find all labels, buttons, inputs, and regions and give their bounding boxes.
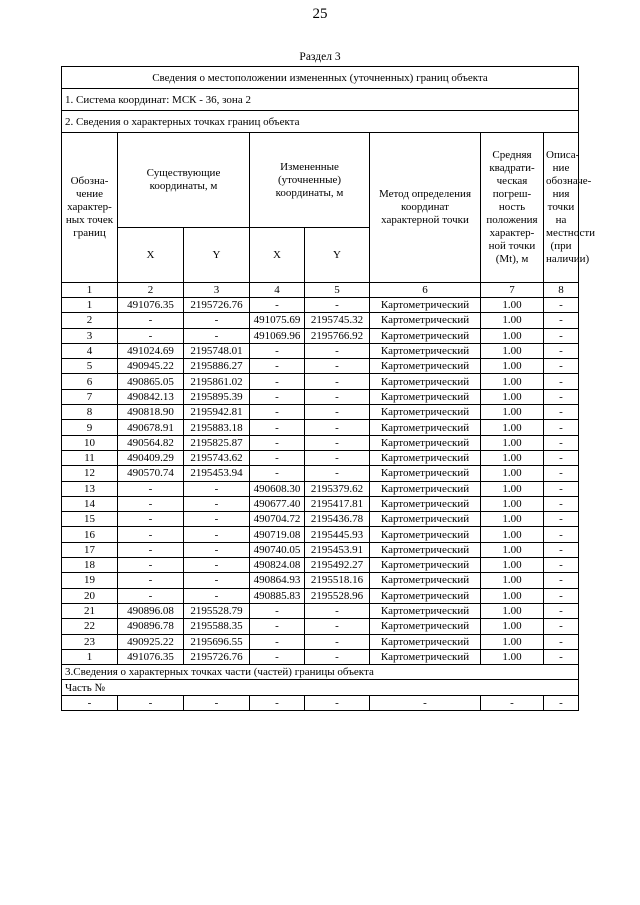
cell-rmse: 1.00 xyxy=(481,466,544,481)
header-designation: Обозна-чение характер-ных точек границ xyxy=(62,133,118,283)
cell-existing-y: 2195588.35 xyxy=(184,619,250,634)
table-row xyxy=(62,527,579,542)
cell-point-id: 21 xyxy=(62,603,118,618)
cell-changed-y: 2195417.81 xyxy=(305,496,370,511)
cell-changed-y: - xyxy=(305,649,370,664)
cell-existing-y: - xyxy=(184,588,250,603)
cell-changed-x: 490677.40 xyxy=(250,496,305,511)
cell-rmse: 1.00 xyxy=(481,527,544,542)
cell-existing-y: 2195748.01 xyxy=(184,343,250,358)
cell-changed-y: - xyxy=(305,343,370,358)
cell-rmse: 1.00 xyxy=(481,359,544,374)
cell-existing-x: - xyxy=(118,527,184,542)
cell-description: - xyxy=(544,558,579,573)
cell-changed-y: - xyxy=(305,466,370,481)
cell-rmse: 1.00 xyxy=(481,634,544,649)
cell-rmse: 1.00 xyxy=(481,328,544,343)
cell-method: Картометрический xyxy=(370,435,481,450)
cell-point-id: 10 xyxy=(62,435,118,450)
table-row xyxy=(62,619,579,634)
cell-existing-y: 2195942.81 xyxy=(184,405,250,420)
cell-method: Картометрический xyxy=(370,298,481,313)
cell-existing-x: 490564.82 xyxy=(118,435,184,450)
header-changed: Измененные (уточненные) координаты, м xyxy=(250,133,370,228)
cell-changed-y: 2195436.78 xyxy=(305,512,370,527)
part-cell: - xyxy=(118,695,184,710)
cell-changed-y: - xyxy=(305,405,370,420)
cell-existing-x: 490842.13 xyxy=(118,389,184,404)
cell-changed-y: - xyxy=(305,359,370,374)
table-row xyxy=(62,359,579,374)
cell-changed-x: 490824.08 xyxy=(250,558,305,573)
cell-existing-x: - xyxy=(118,588,184,603)
cell-changed-x: - xyxy=(250,420,305,435)
cell-description: - xyxy=(544,512,579,527)
cell-rmse: 1.00 xyxy=(481,558,544,573)
cell-existing-x: - xyxy=(118,573,184,588)
header-method: Метод определения координат характерной точки xyxy=(370,133,481,283)
table-row xyxy=(62,542,579,557)
cell-changed-y: - xyxy=(305,619,370,634)
cell-method: Картометрический xyxy=(370,343,481,358)
column-number: 5 xyxy=(305,283,370,298)
table-row xyxy=(62,573,579,588)
cell-description: - xyxy=(544,450,579,465)
cell-changed-x: - xyxy=(250,466,305,481)
column-number: 8 xyxy=(544,283,579,298)
table-row xyxy=(62,313,579,328)
table-row xyxy=(62,649,579,664)
cell-method: Картометрический xyxy=(370,359,481,374)
cell-existing-x: 490925.22 xyxy=(118,634,184,649)
cell-existing-x: 490818.90 xyxy=(118,405,184,420)
cell-existing-y: 2195883.18 xyxy=(184,420,250,435)
cell-rmse: 1.00 xyxy=(481,512,544,527)
cell-rmse: 1.00 xyxy=(481,298,544,313)
cell-changed-y: 2195445.93 xyxy=(305,527,370,542)
table-row xyxy=(62,420,579,435)
cell-point-id: 8 xyxy=(62,405,118,420)
cell-description: - xyxy=(544,420,579,435)
cell-existing-y: - xyxy=(184,573,250,588)
cell-changed-x: - xyxy=(250,359,305,374)
cell-description: - xyxy=(544,619,579,634)
cell-method: Картометрический xyxy=(370,634,481,649)
cell-changed-x: - xyxy=(250,603,305,618)
cell-changed-y: - xyxy=(305,389,370,404)
table-row xyxy=(62,512,579,527)
cell-changed-y: - xyxy=(305,634,370,649)
cell-point-id: 1 xyxy=(62,298,118,313)
table-row xyxy=(62,588,579,603)
cell-method: Картометрический xyxy=(370,542,481,557)
table-row xyxy=(62,405,579,420)
cell-existing-x: - xyxy=(118,481,184,496)
cell-existing-x: - xyxy=(118,496,184,511)
cell-changed-x: - xyxy=(250,634,305,649)
cell-description: - xyxy=(544,603,579,618)
page-number: 25 xyxy=(312,6,328,22)
cell-description: - xyxy=(544,374,579,389)
cell-existing-y: - xyxy=(184,527,250,542)
cell-description: - xyxy=(544,359,579,374)
part-heading: 3.Сведения о характерных точках части (частей) границы объекта xyxy=(62,665,579,680)
cell-method: Картометрический xyxy=(370,389,481,404)
cell-existing-x: 490945.22 xyxy=(118,359,184,374)
cell-changed-x: - xyxy=(250,405,305,420)
table-row xyxy=(62,389,579,404)
cell-description: - xyxy=(544,588,579,603)
coord-system: 1. Система координат: МСК - 36, зона 2 xyxy=(62,89,579,111)
cell-existing-y: 2195696.55 xyxy=(184,634,250,649)
cell-existing-y: - xyxy=(184,328,250,343)
cell-existing-y: 2195825.87 xyxy=(184,435,250,450)
cell-existing-x: 491024.69 xyxy=(118,343,184,358)
header-changed-y: Y xyxy=(305,228,370,283)
cell-existing-x: 490865.05 xyxy=(118,374,184,389)
cell-existing-x: 491076.35 xyxy=(118,649,184,664)
column-number: 4 xyxy=(250,283,305,298)
cell-rmse: 1.00 xyxy=(481,573,544,588)
cell-method: Картометрический xyxy=(370,466,481,481)
cell-point-id: 18 xyxy=(62,558,118,573)
cell-method: Картометрический xyxy=(370,527,481,542)
cell-changed-y: - xyxy=(305,435,370,450)
cell-description: - xyxy=(544,542,579,557)
cell-point-id: 15 xyxy=(62,512,118,527)
cell-rmse: 1.00 xyxy=(481,435,544,450)
cell-changed-y: 2195766.92 xyxy=(305,328,370,343)
cell-changed-x: 491069.96 xyxy=(250,328,305,343)
cell-rmse: 1.00 xyxy=(481,603,544,618)
cell-description: - xyxy=(544,496,579,511)
cell-existing-x: 490409.29 xyxy=(118,450,184,465)
cell-changed-x: - xyxy=(250,450,305,465)
cell-description: - xyxy=(544,435,579,450)
cell-rmse: 1.00 xyxy=(481,588,544,603)
cell-changed-y: 2195745.32 xyxy=(305,313,370,328)
cell-description: - xyxy=(544,405,579,420)
cell-existing-y: 2195726.76 xyxy=(184,298,250,313)
cell-changed-x: 490608.30 xyxy=(250,481,305,496)
cell-rmse: 1.00 xyxy=(481,450,544,465)
cell-point-id: 2 xyxy=(62,313,118,328)
cell-existing-y: 2195453.94 xyxy=(184,466,250,481)
table-title: Сведения о местоположении измененных (уточненных) границ объекта xyxy=(62,67,579,89)
cell-method: Картометрический xyxy=(370,374,481,389)
cell-method: Картометрический xyxy=(370,619,481,634)
cell-rmse: 1.00 xyxy=(481,313,544,328)
cell-changed-x: 491075.69 xyxy=(250,313,305,328)
table-row xyxy=(62,603,579,618)
cell-changed-y: - xyxy=(305,374,370,389)
cell-method: Картометрический xyxy=(370,405,481,420)
cell-rmse: 1.00 xyxy=(481,420,544,435)
cell-point-id: 20 xyxy=(62,588,118,603)
cell-changed-x: 490885.83 xyxy=(250,588,305,603)
cell-point-id: 12 xyxy=(62,466,118,481)
cell-method: Картометрический xyxy=(370,481,481,496)
table-row xyxy=(62,435,579,450)
table-row xyxy=(62,374,579,389)
cell-rmse: 1.00 xyxy=(481,619,544,634)
cell-changed-y: - xyxy=(305,603,370,618)
cell-point-id: 13 xyxy=(62,481,118,496)
cell-changed-x: 490704.72 xyxy=(250,512,305,527)
cell-existing-x: - xyxy=(118,313,184,328)
header-existing-y: Y xyxy=(184,228,250,283)
cell-changed-x: 490864.93 xyxy=(250,573,305,588)
cell-changed-x: - xyxy=(250,619,305,634)
column-number: 3 xyxy=(184,283,250,298)
cell-method: Картометрический xyxy=(370,313,481,328)
column-number: 2 xyxy=(118,283,184,298)
cell-point-id: 4 xyxy=(62,343,118,358)
cell-changed-x: - xyxy=(250,389,305,404)
cell-description: - xyxy=(544,313,579,328)
cell-existing-x: - xyxy=(118,512,184,527)
cell-existing-y: - xyxy=(184,558,250,573)
cell-description: - xyxy=(544,466,579,481)
cell-method: Картометрический xyxy=(370,573,481,588)
cell-point-id: 17 xyxy=(62,542,118,557)
cell-changed-x: - xyxy=(250,374,305,389)
cell-existing-y: - xyxy=(184,496,250,511)
cell-changed-y: 2195492.27 xyxy=(305,558,370,573)
cell-existing-y: - xyxy=(184,313,250,328)
part-cell: - xyxy=(305,695,370,710)
cell-rmse: 1.00 xyxy=(481,405,544,420)
cell-description: - xyxy=(544,573,579,588)
table-row xyxy=(62,634,579,649)
cell-point-id: 11 xyxy=(62,450,118,465)
cell-point-id: 22 xyxy=(62,619,118,634)
table-row xyxy=(62,558,579,573)
cell-description: - xyxy=(544,634,579,649)
table-row xyxy=(62,298,579,313)
part-cell: - xyxy=(250,695,305,710)
cell-changed-y: 2195453.91 xyxy=(305,542,370,557)
header-existing-x: X xyxy=(118,228,184,283)
column-number: 7 xyxy=(481,283,544,298)
points-heading: 2. Сведения о характерных точках границ объекта xyxy=(62,111,579,133)
table-row xyxy=(62,343,579,358)
cell-method: Картометрический xyxy=(370,512,481,527)
cell-description: - xyxy=(544,481,579,496)
part-cell: - xyxy=(481,695,544,710)
table-row xyxy=(62,450,579,465)
column-number: 1 xyxy=(62,283,118,298)
cell-changed-y: - xyxy=(305,298,370,313)
cell-changed-y: 2195379.62 xyxy=(305,481,370,496)
header-changed-x: X xyxy=(250,228,305,283)
cell-changed-y: - xyxy=(305,420,370,435)
cell-existing-x: - xyxy=(118,558,184,573)
part-cell: - xyxy=(544,695,579,710)
cell-existing-y: 2195886.27 xyxy=(184,359,250,374)
cell-method: Картометрический xyxy=(370,496,481,511)
cell-point-id: 19 xyxy=(62,573,118,588)
cell-existing-y: - xyxy=(184,542,250,557)
cell-rmse: 1.00 xyxy=(481,542,544,557)
cell-changed-x: - xyxy=(250,649,305,664)
cell-changed-x: 490740.05 xyxy=(250,542,305,557)
cell-point-id: 7 xyxy=(62,389,118,404)
cell-point-id: 3 xyxy=(62,328,118,343)
cell-changed-y: 2195518.16 xyxy=(305,573,370,588)
cell-existing-x: - xyxy=(118,328,184,343)
cell-description: - xyxy=(544,298,579,313)
cell-method: Картометрический xyxy=(370,558,481,573)
part-cell: - xyxy=(184,695,250,710)
cell-rmse: 1.00 xyxy=(481,481,544,496)
part-cell: - xyxy=(370,695,481,710)
cell-existing-x: 491076.35 xyxy=(118,298,184,313)
table-row xyxy=(62,496,579,511)
header-description: Описа-ние обозначе-ния точки на местности (при наличии) xyxy=(544,133,579,283)
cell-changed-x: 490719.08 xyxy=(250,527,305,542)
cell-existing-x: 490678.91 xyxy=(118,420,184,435)
cell-method: Картометрический xyxy=(370,603,481,618)
cell-existing-x: 490570.74 xyxy=(118,466,184,481)
cell-description: - xyxy=(544,343,579,358)
cell-rmse: 1.00 xyxy=(481,389,544,404)
header-existing: Существующие координаты, м xyxy=(118,133,250,228)
cell-point-id: 16 xyxy=(62,527,118,542)
cell-existing-y: 2195861.02 xyxy=(184,374,250,389)
boundary-table xyxy=(61,66,596,711)
part-label: Часть № xyxy=(62,680,579,695)
table-row xyxy=(62,466,579,481)
cell-point-id: 9 xyxy=(62,420,118,435)
cell-changed-x: - xyxy=(250,298,305,313)
cell-method: Картометрический xyxy=(370,450,481,465)
part-row xyxy=(62,695,579,710)
cell-changed-x: - xyxy=(250,343,305,358)
table-row xyxy=(62,481,579,496)
cell-point-id: 1 xyxy=(62,649,118,664)
cell-existing-x: - xyxy=(118,542,184,557)
cell-existing-x: 490896.08 xyxy=(118,603,184,618)
cell-description: - xyxy=(544,328,579,343)
part-cell: - xyxy=(62,695,118,710)
cell-point-id: 6 xyxy=(62,374,118,389)
cell-changed-y: 2195528.96 xyxy=(305,588,370,603)
cell-point-id: 5 xyxy=(62,359,118,374)
cell-rmse: 1.00 xyxy=(481,374,544,389)
column-number: 6 xyxy=(370,283,481,298)
cell-rmse: 1.00 xyxy=(481,649,544,664)
cell-existing-x: 490896.78 xyxy=(118,619,184,634)
cell-description: - xyxy=(544,527,579,542)
cell-changed-x: - xyxy=(250,435,305,450)
cell-existing-y: 2195528.79 xyxy=(184,603,250,618)
section-label: Раздел 3 xyxy=(299,51,341,63)
column-number-row xyxy=(62,283,579,298)
cell-method: Картометрический xyxy=(370,588,481,603)
cell-existing-y: 2195726.76 xyxy=(184,649,250,664)
cell-existing-y: 2195895.39 xyxy=(184,389,250,404)
cell-changed-y: - xyxy=(305,450,370,465)
cell-point-id: 14 xyxy=(62,496,118,511)
cell-existing-y: - xyxy=(184,481,250,496)
cell-point-id: 23 xyxy=(62,634,118,649)
cell-existing-y: 2195743.62 xyxy=(184,450,250,465)
header-rmse: Средняя квадрати-ческая погреш-ность положения характер-ной точки (Мt), м xyxy=(481,133,544,283)
cell-method: Картометрический xyxy=(370,328,481,343)
cell-description: - xyxy=(544,649,579,664)
cell-method: Картометрический xyxy=(370,420,481,435)
table-row xyxy=(62,328,579,343)
cell-description: - xyxy=(544,389,579,404)
cell-method: Картометрический xyxy=(370,649,481,664)
cell-existing-y: - xyxy=(184,512,250,527)
cell-rmse: 1.00 xyxy=(481,343,544,358)
cell-rmse: 1.00 xyxy=(481,496,544,511)
